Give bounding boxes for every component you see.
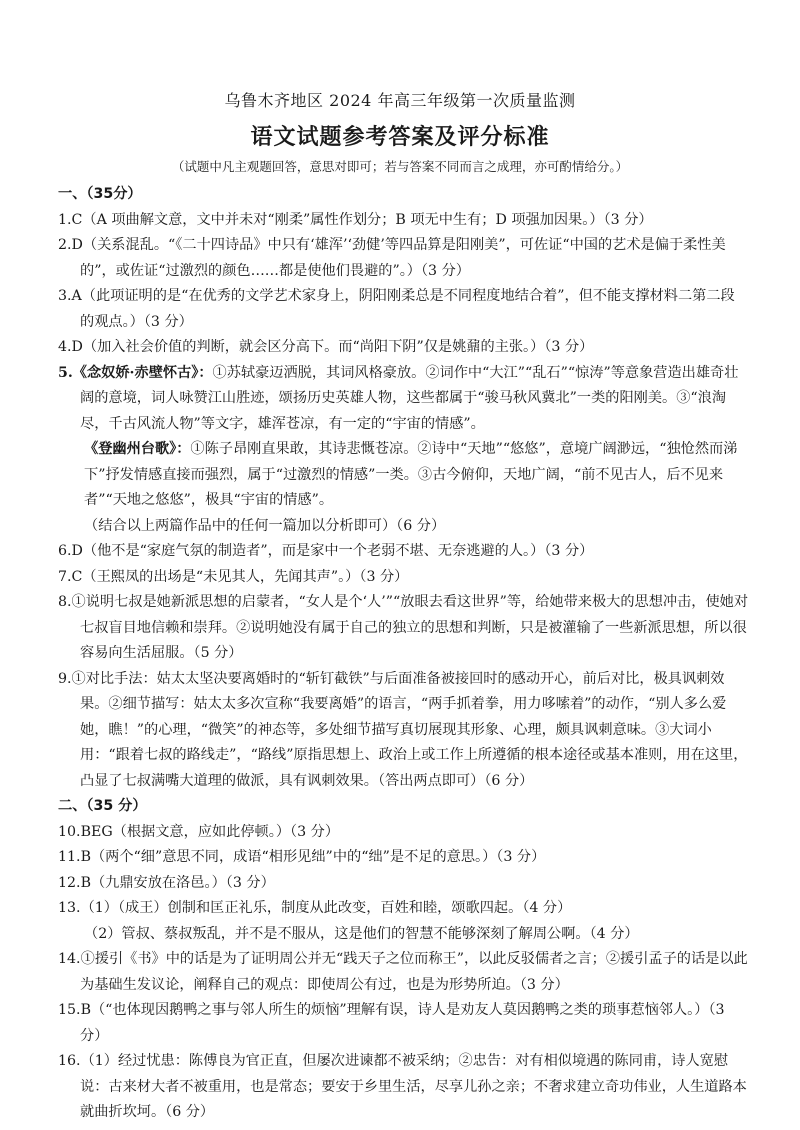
poem-title-2: 《登幽州台歌》： <box>84 441 191 457</box>
answer-1: 1.C（A 项曲解文意，文中并未对“刚柔”属性作划分；B 项无中生有；D 项强加因果。）（3 分） <box>58 211 653 228</box>
answer-14: 14.①援引《书》中的话是为了证明周公并无“践天子之位而称王”，以此反驳儒者之言；②援引孟子的话是以此为基础生发议论，阐释自己的观点：即使周公有过，也是为形势所迫。（3 分） <box>58 951 748 993</box>
answer-5-note: （结合以上两篇作品中的任何一篇加以分析即可）（6 分） <box>84 517 446 534</box>
answer-3: 3.A（此项证明的是“在优秀的文学艺术家身上，阴阳刚柔总是不同程度地结合着”，但不能支撑材料二第二段的观点。）（3 分） <box>58 288 735 330</box>
answer-9: 9.①对比手法：姑太太坚决要离婚时的“斩钉截铁”与后面准备被接回时的感动开心，前后对比，极具讽刺效果。②细节描写：姑太太多次宣称“我要离婚”的语言，“两手抓着拳，用力哆嗦着”的动作，“别人多么爱她，瞧！”的心理，“微笑”的神态等，多处细节描写真切展现其形象、心理，颇具讽刺意味。③大词小用：“跟着七叔的路线走”，“路线”原指思想上、政治上或工作上所遵循的根本途径或基本准则，用在这里，凸显了七叔满嘴大道理的做派，具有讽刺效果。（答出两点即可）（6 分） <box>58 670 748 789</box>
grading-note: （试题中凡主观题回答，意思对即可；若与答案不同而言之成理，亦可酌情给分。） <box>171 159 629 174</box>
answer-4: 4.D（加入社会价值的判断，就会区分高下。而“尚阳下阴”仅是姚鼐的主张。）（3 分） <box>58 339 594 355</box>
answer-16: 16.（1）经过忧患：陈傅良为官正直，但屡次进谏都不被采纳；②忠告：对有相似境遇的陈同甫，诗人宽慰说：古来材大者不被重用，也是常态；要安于乡里生活，尽享儿孙之亲；不奢求建立奇功伟业，人生道路本就曲折坎坷。（6 分） <box>58 1053 747 1120</box>
answer-5-part-2 <box>58 437 748 514</box>
answer-10: 10.BEG（根据文意，应如此停顿。）（3 分） <box>58 823 340 840</box>
answer-11: 11.B（两个“细”意思不同，成语“相形见绌”中的“绌”是不足的意思。）（3 分） <box>58 849 546 865</box>
poem-title-1: 5.《念奴娇·赤壁怀古》： <box>58 364 213 381</box>
answer-7: 7.C（王熙凤的出场是“未见其人，先闻其声”。）（3 分） <box>58 568 409 585</box>
answer-12: 12.B（九鼎安放在洛邑。）（3 分） <box>58 874 275 891</box>
answer-13-part-2: （2）管叔、蔡叔叛乱，并不是不服从，这是他们的智慧不能够深刻了解周公啊。（4 分） <box>84 925 639 942</box>
answer-5-part-1 <box>58 361 748 438</box>
answer-2: 2.D（关系混乱。“《二十四诗品》中只有‘雄浑’‘劲健’等四品算是阳刚美”，可佐证“中国的艺术是偏于柔性美的”，或佐证“过激烈的颜色……都是使他们畏避的”。）（3 分） <box>58 237 726 279</box>
section-heading-2: 二、（35 分） <box>58 798 147 814</box>
answer-8: 8.①说明七叔是她新派思想的启蒙者，“女人是个‘人’”“放眼去看这世界”等，给她带来极大的思想冲击，使她对七叔盲目地信赖和崇拜。②说明她没有属于自己的独立的思想和判断，只是被灌输了一些新派思想，所以很容易向生活屈服。（5 分） <box>58 594 749 661</box>
answer-5-text-1: ①苏轼豪迈洒脱，其词风格豪放。②词作中“大江”“乱石”“惊涛”等意象营造出雄奇壮阔的意境，词人咏赞江山胜迹，颂扬历史英雄人物，这些都属于“骏马秋风冀北”一类的阳刚美。③“浪淘尽，千古风流人物”等文字，雄浑苍凉，有一定的“宇宙的情感”。 <box>80 364 739 432</box>
answer-13-part-1: 13.（1）（成王）创制和匡正礼乐，制度从此改变，百姓和睦，颂歌四起。（4 分） <box>58 900 572 916</box>
answer-15: 15.B（“也体现因鹅鸭之事与邻人所生的烦恼”理解有误，诗人是劝友人莫因鹅鸭之类的琐事惹恼邻人。）（3 分） <box>58 1002 725 1044</box>
section-heading-1: 一、（35分） <box>58 186 142 202</box>
answer-list <box>58 182 748 1126</box>
exam-title: 乌鲁木齐地区 2024 年高三年级第一次质量监测 <box>224 91 576 110</box>
answer-5-text-2: ①陈子昂刚直果敢，其诗悲慨苍凉。②诗中“天地”“悠悠”，意境广阔渺远，“独怆然而涕下”抒发情感直接而强烈，属于“过激烈的情感”一类。③古今俯仰，天地广阔，“前不见古人，后不见来者”“天地之悠悠”，极具“宇宙的情感”。 <box>84 441 738 508</box>
answer-6: 6.D（他不是“家庭气氛的制造者”，而是家中一个老弱不堪、无奈逃避的人。）（3 分） <box>58 543 594 559</box>
document-title: 语文试题参考答案及评分标准 <box>250 124 550 150</box>
